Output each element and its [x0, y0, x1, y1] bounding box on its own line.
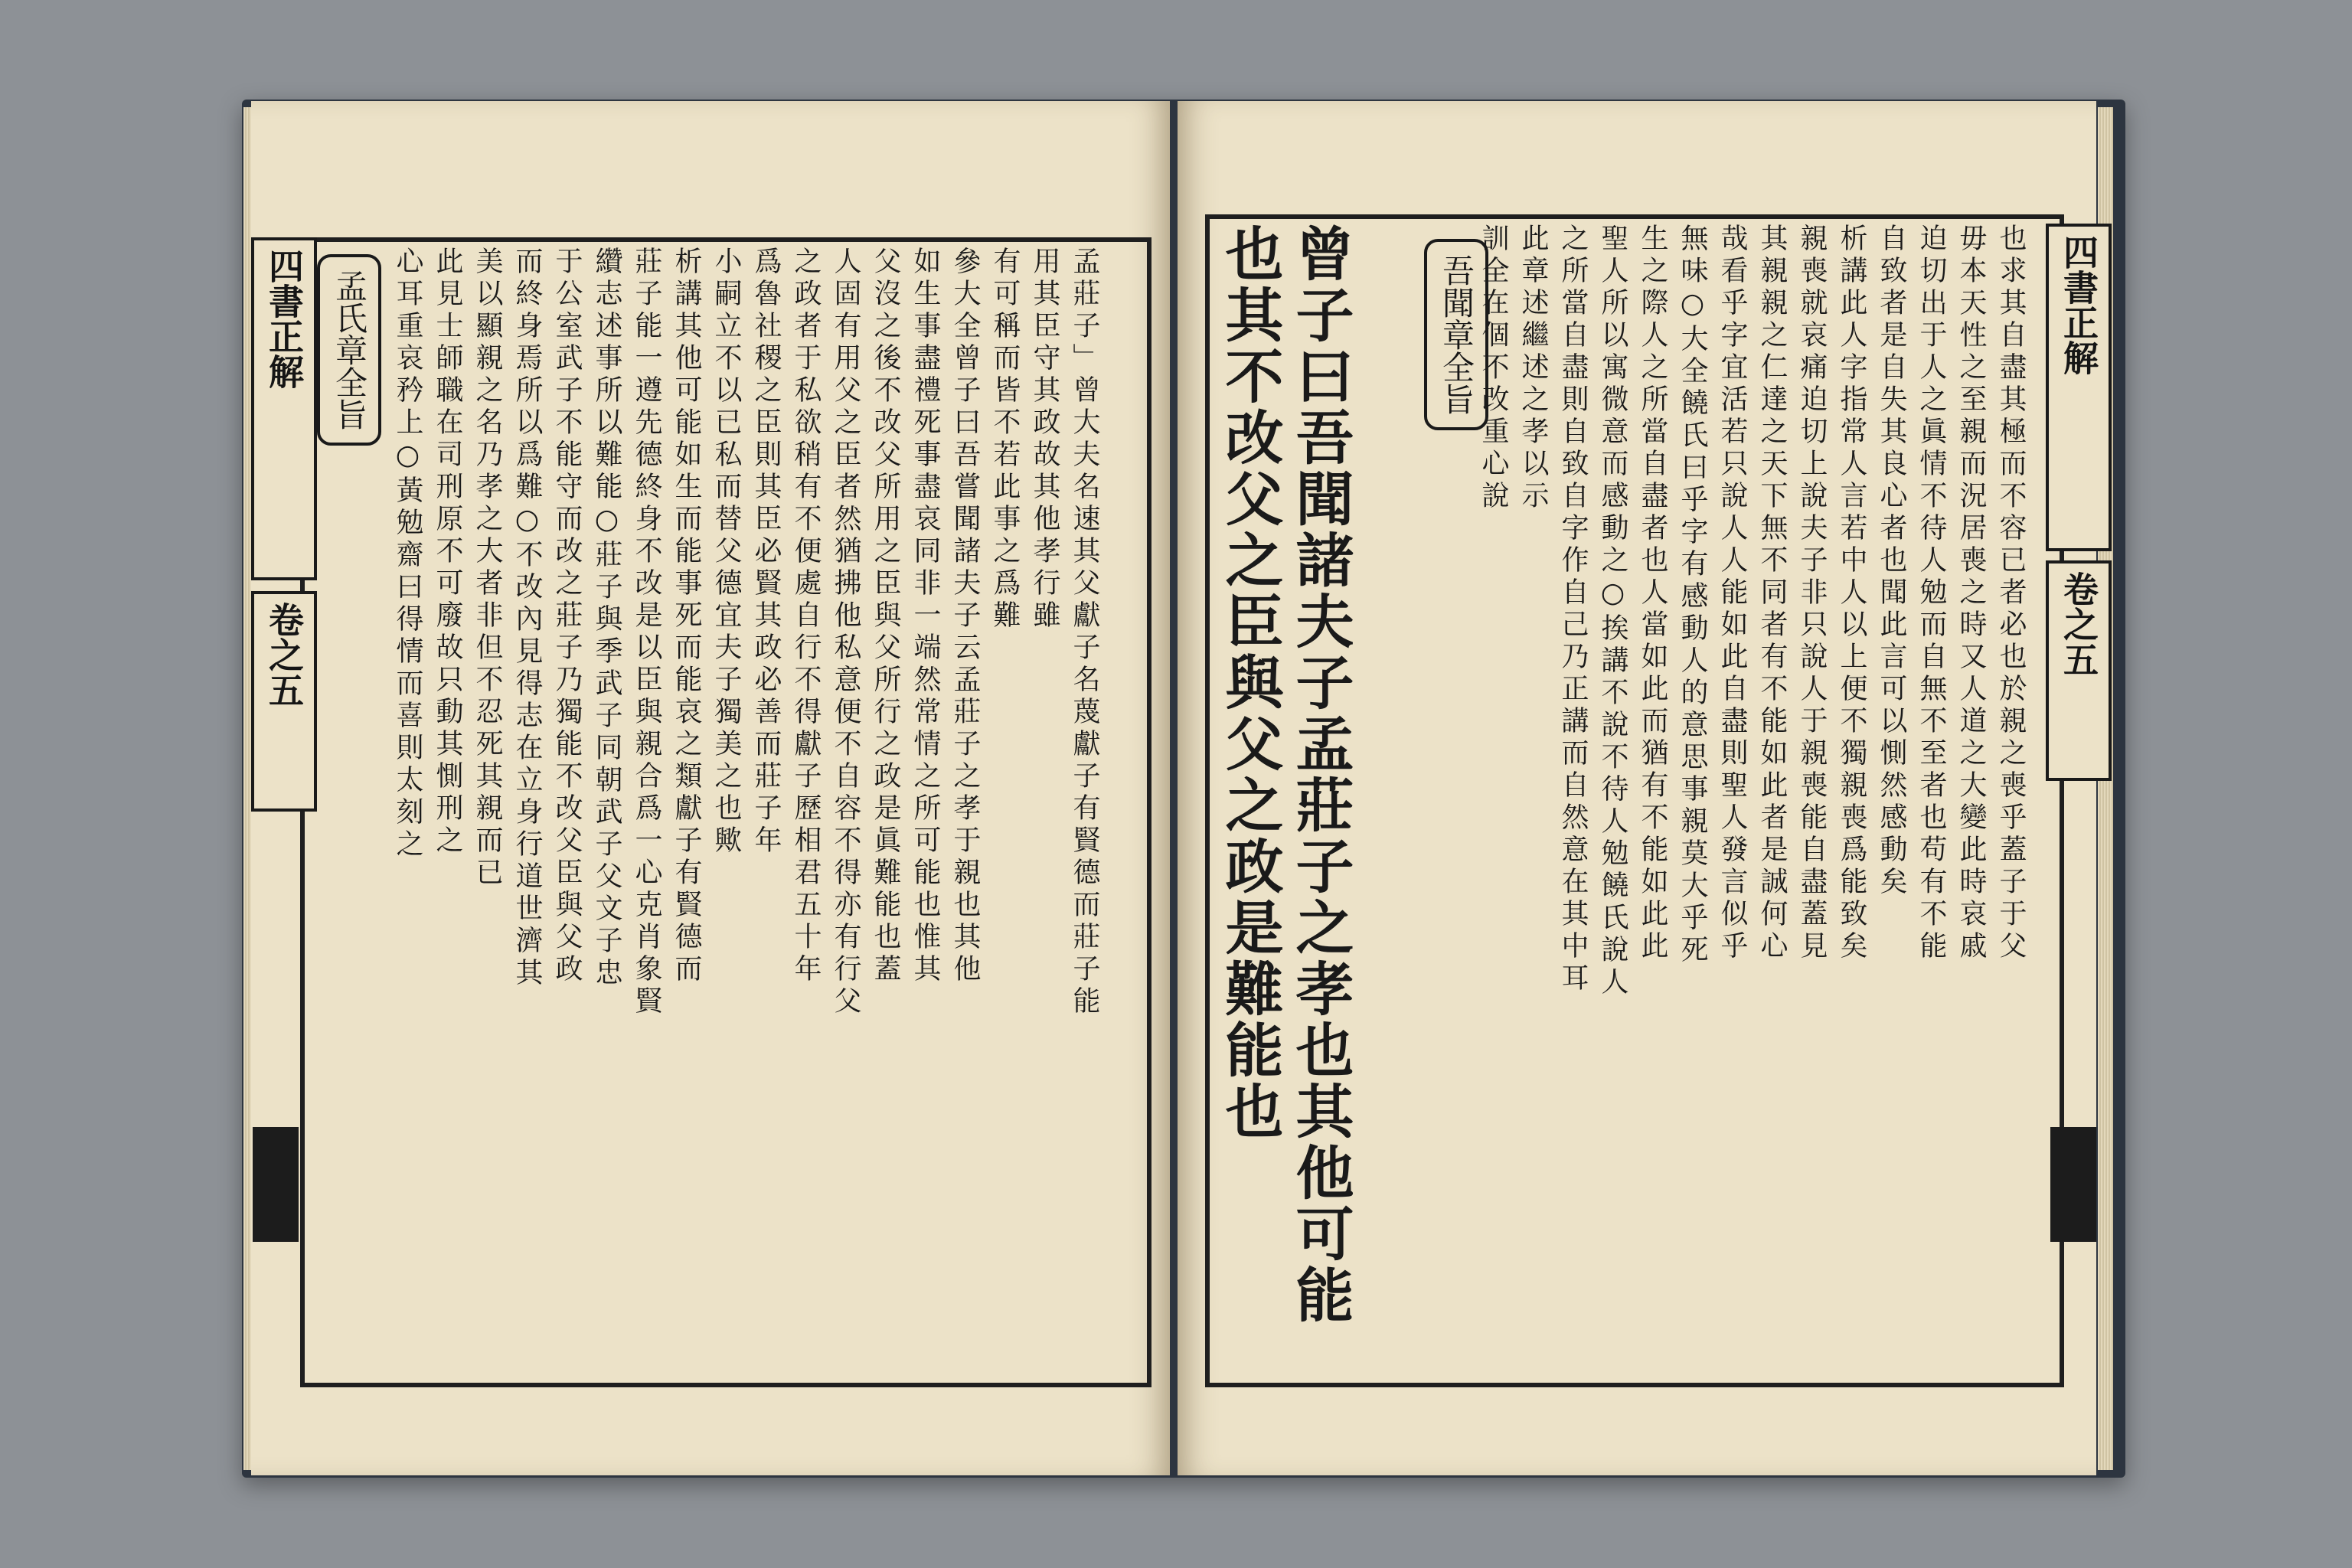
right-main-text-1: 曾子曰吾聞諸夫子孟莊子之孝也其他可能: [1286, 224, 1354, 1326]
left-text-column: 參大全曾子曰吾嘗聞諸夫子云孟莊子之孝于親也其他: [949, 247, 981, 986]
right-commentary-column: 此章述繼述之孝以示: [1517, 224, 1549, 513]
right-commentary-column: 之所當自盡則自致自字作自己乃正講而自然意在其中耳: [1557, 224, 1589, 995]
left-text-column: 美以顯親之名乃孝之大者非但不忍死其親而已: [472, 247, 503, 890]
left-text-column: 于公室武子不能守而改之莊子乃獨能不改父臣與父政: [551, 247, 583, 986]
left-text-column: 此見士師職在司刑原不可廢故只動其惻刑之: [432, 247, 463, 858]
left-section-tag-text: 孟氏章全旨: [331, 270, 368, 430]
right-margin-title-text: 四書正解: [2058, 234, 2099, 375]
right-section-tag-text: 吾聞章全旨: [1438, 254, 1475, 415]
right-commentary-column: 也求其自盡其極而不容已者必也於親之喪乎蓋子于父: [1995, 224, 2027, 963]
right-fish-tail-ornament: [2050, 1127, 2096, 1242]
left-text-column: 有可稱而皆不若此事之爲難: [989, 247, 1021, 632]
left-margin-title: [251, 237, 317, 580]
left-text-column: 心耳重哀矜上○黃勉齋曰得情而喜則太刻之: [392, 247, 423, 861]
left-margin-title-text: 四書正解: [263, 248, 305, 389]
left-text-column: 析講其他可能如生而能事死而能哀之類獻子有賢德而: [671, 247, 702, 986]
right-commentary-column: 毋本天性之至親而況居喪之時又人道之大變此時哀戚: [1955, 224, 1987, 963]
right-commentary-column: 訓全在個不改重心說: [1478, 224, 1509, 513]
left-text-column: 人固有用父之臣者然猶拂他私意便不自容不得亦有行父: [830, 247, 861, 1018]
left-text-column: 用其臣守其政故其他孝行雖: [1029, 247, 1060, 632]
right-commentary-column: 哉看乎字宜活若只說人人能如此自盡則聖人發言似乎: [1717, 224, 1748, 963]
right-commentary-column: 生之際人之所當自盡者也人當如此而猶有不能如此此: [1637, 224, 1668, 963]
right-commentary-column: 親喪就哀痛迫切上說夫子非只說人于親喪能自盡蓋見: [1796, 224, 1828, 963]
left-section-tag: [317, 254, 381, 446]
right-main-text-2: 也其不改父之臣與父之政是難能也: [1216, 224, 1284, 1142]
right-commentary-column: 聖人所以寓微意而感動之○挨講不說不待人勉饒氏說人: [1597, 224, 1628, 999]
left-text-column: 父沒之後不改父所用之臣與父所行之政是眞難能也蓋: [870, 247, 901, 986]
right-commentary-column: 迫切出于人之眞情不待人勉而自無不至者也苟有不能: [1916, 224, 1947, 963]
right-margin-title: [2046, 224, 2112, 551]
left-volume-label: [251, 591, 317, 812]
left-text-column: 而終身焉所以爲難○不改內見得志在立身行道世濟其: [511, 247, 543, 990]
left-fish-tail-ornament: [253, 1127, 299, 1242]
right-commentary-column: 析講此人字指常人言若中人以上便不獨親喪爲能致矣: [1836, 224, 1867, 963]
left-text-column: 纘志述事所以難能○莊子與季武子同朝武子父文子忠: [591, 247, 622, 990]
left-text-column: 小嗣立不以已私而替父德宜夫子獨美之也歟: [710, 247, 742, 858]
left-text-column: 孟莊子」曾大夫名速其父獻子名蔑獻子有賢德而莊子能: [1069, 247, 1100, 1018]
left-volume-label-text: 卷之五: [263, 602, 305, 707]
left-text-column: 如生事盡禮死事盡哀同非一端然常情之所可能也惟其: [910, 247, 941, 986]
right-page: [1178, 101, 2099, 1475]
right-commentary-column: 無味○大全饒氏曰乎字有感動人的意思事親莫大乎死: [1677, 224, 1708, 967]
left-text-column: 之政者于私欲稍有不便處自行不得獻子歷相君五十年: [790, 247, 822, 986]
left-page: [251, 101, 1170, 1475]
right-commentary-column: 自致者是自失其良心者也聞此言可以惻然感動矣: [1876, 224, 1907, 899]
right-commentary-column: 其親親之仁達之天下無不同者有不能如此者是誠何心: [1756, 224, 1788, 963]
right-volume-label-text: 卷之五: [2058, 571, 2099, 677]
left-text-column: 爲魯社稷之臣則其臣必賢其政必善而莊子年: [750, 247, 782, 858]
right-volume-label: [2046, 560, 2112, 781]
left-text-column: 莊子能一遵先德終身不改是以臣與親合爲一心克肖象賢: [631, 247, 662, 1018]
